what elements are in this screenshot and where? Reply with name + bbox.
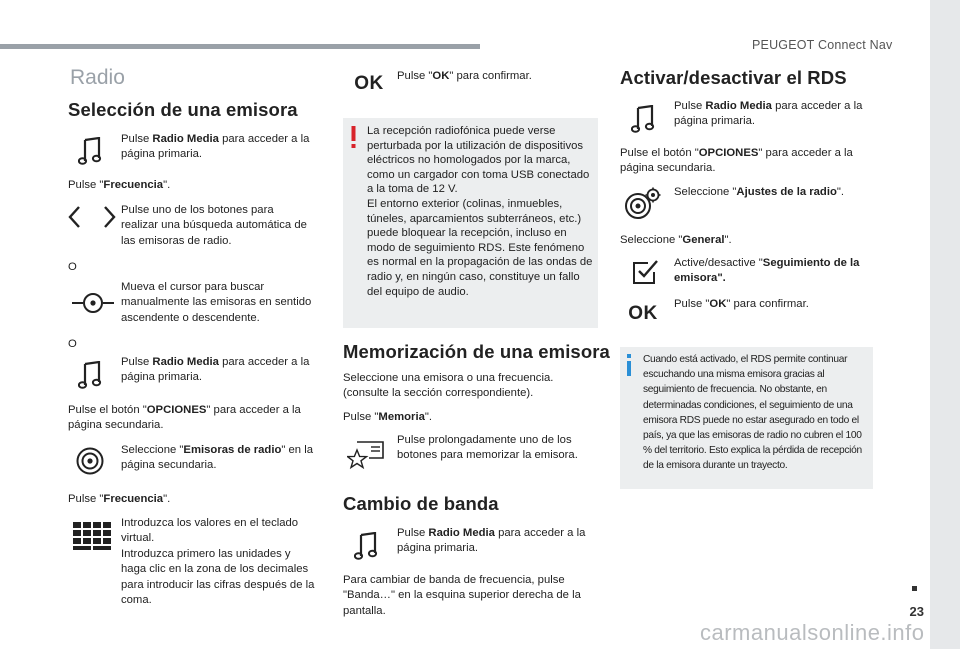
or-text: O	[68, 261, 77, 273]
instruction-long-press: Pulse prolongadamente uno de los botones para memorizar la emisora.	[397, 434, 578, 462]
ok-icon: OK	[354, 73, 384, 94]
instruction-opciones: Pulse el botón "OPCIONES" para acceder a la página secundaria.	[620, 147, 853, 175]
warning-text: La recepción radiofónica puede verse perturbada por la utilización de dispositivos eléctricos no homologados por la marca, como un cargador con toma USB conectado a la toma de 12 V. El entorno exterior (colinas, inmuebles, túneles, aparcamientos subterráneos, etc.) puede bloquear la recepción, incluso en modo de seguimiento RDS. Este fenómeno es normal en la propagación de las ondas de radio y, en ningún caso, constituye un fallo del equipo de audio.	[367, 125, 593, 298]
warning-icon	[351, 126, 356, 148]
info-icon	[626, 354, 632, 376]
keypad-grid-icon	[72, 521, 112, 551]
instruction-ok: Pulse "OK" para confirmar.	[674, 298, 809, 310]
instruction-radio-media: Pulse Radio Media para acceder a la página primaria.	[121, 133, 310, 161]
instruction-radio-stations: Seleccione "Emisoras de radio" en la página secundaria.	[121, 444, 314, 472]
music-note-icon	[76, 136, 104, 166]
instruction-auto-search: Pulse uno de los botones para realizar una búsqueda automática de las emisoras de radio.	[121, 204, 307, 247]
instruction-radio-settings: Seleccione "Ajustes de la radio".	[674, 186, 845, 198]
music-note-icon	[76, 360, 104, 390]
checkbox-icon	[630, 258, 660, 286]
page-edge-strip	[930, 0, 960, 649]
music-note-icon	[629, 104, 657, 134]
instruction-manual-search: Mueva el cursor para buscar manualmente las emisoras en sentido ascendente o descendente.	[121, 281, 312, 324]
instruction-select-frequency: Seleccione una emisora o una frecuencia. (consulte la sección correspondiente).	[343, 372, 554, 400]
header-rule	[0, 44, 480, 49]
heading-select-station: Selección de una emisora	[68, 99, 298, 120]
instruction-general: Seleccione "General".	[620, 234, 732, 246]
instruction-frecuencia: Pulse "Frecuencia".	[68, 179, 171, 191]
or-text: O	[68, 338, 77, 350]
instruction-frecuencia: Pulse "Frecuencia".	[68, 493, 171, 505]
instruction-opciones: Pulse el botón "OPCIONES" para acceder a la página secundaria.	[68, 404, 301, 432]
page-marker	[912, 586, 917, 591]
watermark: carmanualsonline.info	[700, 620, 925, 645]
instruction-ok: Pulse "OK" para confirmar.	[397, 70, 532, 82]
memory-star-icon	[347, 440, 385, 470]
heading-band-change: Cambio de banda	[343, 493, 499, 514]
heading-memorize-station: Memorización de una emisora	[343, 341, 610, 362]
instruction-decimals: Introduzca primero las unidades y haga clic en la zona de los decimales para introducir las cifras después de la coma.	[121, 548, 315, 607]
instruction-keyboard: Introduzca los valores en el teclado virtual.	[121, 517, 299, 545]
page-number: 23	[909, 604, 924, 619]
section-title: Radio	[70, 66, 125, 89]
instruction-radio-media: Pulse Radio Media para acceder a la página primaria.	[397, 527, 586, 555]
tuning-slider-icon	[70, 290, 116, 316]
ok-icon: OK	[628, 303, 658, 324]
music-note-icon	[352, 531, 380, 561]
instruction-memoria: Pulse "Memoria".	[343, 411, 433, 423]
chevron-left-right-icon	[66, 204, 118, 230]
instruction-toggle-tracking: Active/desactive "Seguimiento de la emisora".	[674, 257, 860, 285]
radio-antenna-icon	[74, 445, 106, 477]
instruction-band-button: Para cambiar de banda de frecuencia, pulse "Banda…" en la esquina superior derecha de la pantalla.	[343, 574, 581, 617]
heading-rds: Activar/desactivar el RDS	[620, 67, 847, 88]
brand-title: PEUGEOT Connect Nav	[752, 38, 893, 52]
instruction-radio-media: Pulse Radio Media para acceder a la página primaria.	[121, 356, 310, 384]
info-text: Cuando está activado, el RDS permite continuar escuchando una misma emisora gracias al seguimiento de frecuencia. No obstante, en determinadas condiciones, el seguimiento de una emisora RDS puede no estar asegurado en todo el país, ya que las emisoras de radio no cubren el 100 % del territorio. Esto explica la pérdida de recepción de la emisora durante un trayecto.	[643, 354, 862, 472]
radio-settings-icon	[624, 187, 662, 221]
instruction-radio-media: Pulse Radio Media para acceder a la página primaria.	[674, 100, 863, 128]
